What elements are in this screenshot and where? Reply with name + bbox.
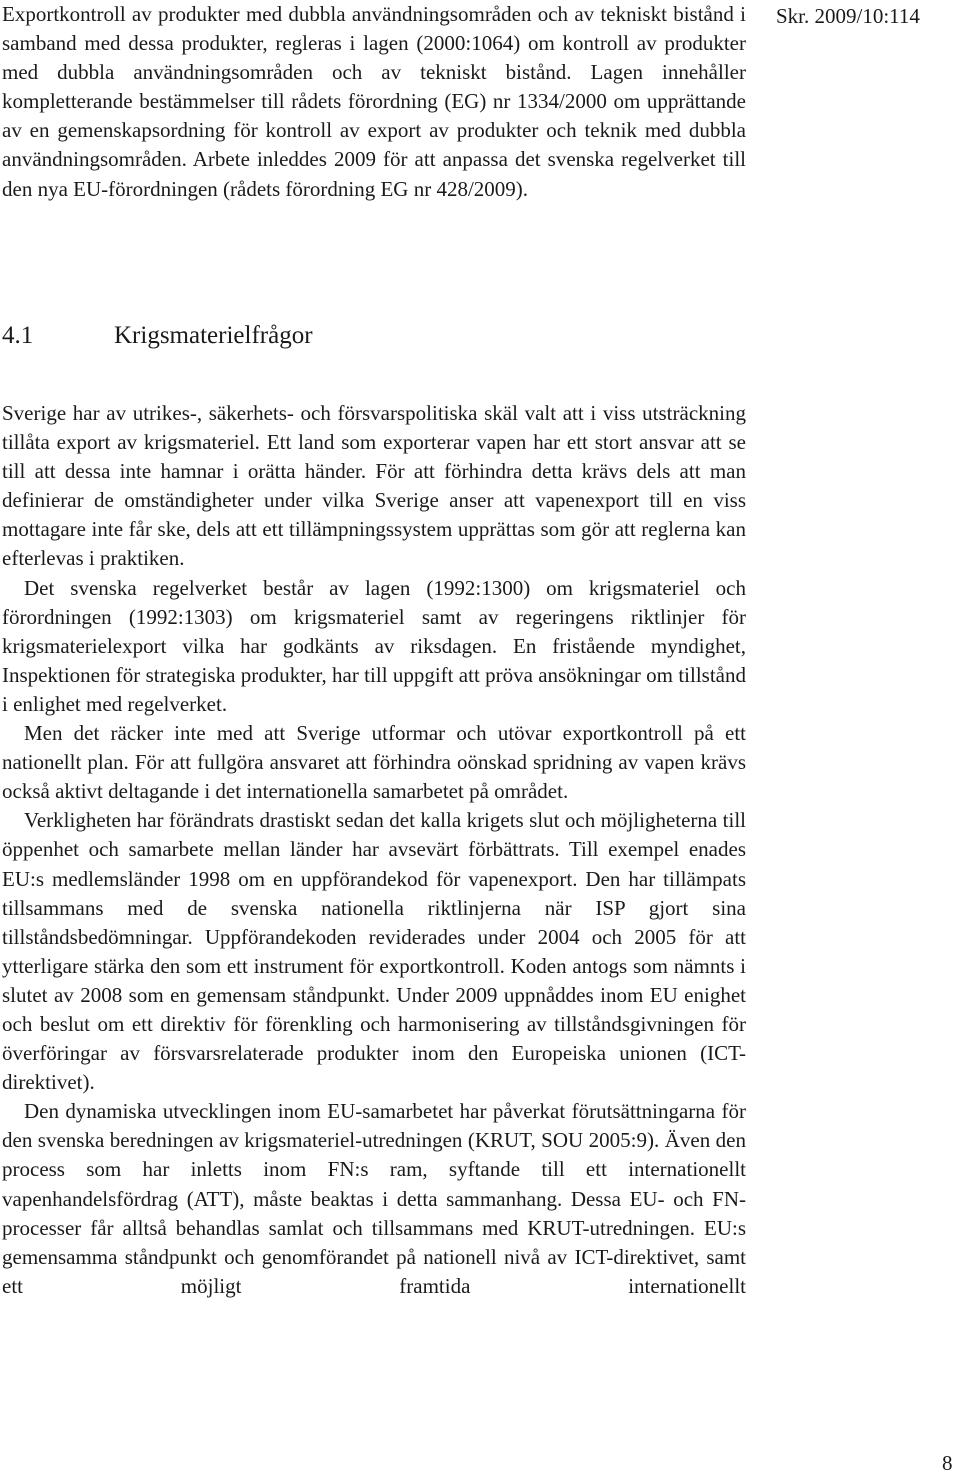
- body-paragraph-3: Men det räcker inte med att Sverige utformar och utövar exportkontroll på ett nationellt plan. För att fullgöra ansvaret att förhindra oönskad spridning av vapen krävs också aktivt deltagande i det internationella samarbetet på området.: [2, 721, 746, 804]
- intro-section: [2, 0, 746, 204]
- page-number: 8: [942, 1451, 953, 1475]
- section-body: [2, 399, 746, 1301]
- body-paragraph-2: Det svenska regelverket består av lagen (1992:1300) om krigsmateriel och förordningen (1992:1303) om krigsmateriel samt av regeringens riktlinjer för krigsmaterielexport vilka har godkänts av riksdagen. En fristående myndighet, Inspektionen för strategiska produkter, har till uppgift att pröva ansökningar om tillstånd i enlighet med regelverket.: [2, 575, 746, 716]
- section-heading: [2, 320, 746, 352]
- section-number: 4.1: [2, 322, 34, 349]
- body-paragraph-5: Den dynamiska utvecklingen inom EU-samarbetet har påverkat förutsättningarna för den svenska beredningen av krigsmateriel-utredningen (KRUT, SOU 2005:9). Även den process som har inletts inom FN:s ram, syftande till ett internationellt vapenhandelsfördrag (ATT), måste beaktas i detta sammanhang. Dessa EU- och FN-processer får alltså behandlas samlat och tillsammans med KRUT-utredningen. EU:s gemensamma ståndpunkt och genomförandet på nationell nivå av ICT-direktivet, samt ett möjligt framtida internationellt: [2, 1099, 746, 1298]
- section-title: Krigsmaterielfrågor: [114, 322, 313, 349]
- intro-paragraph: Exportkontroll av produkter med dubbla användningsområden och av tekniskt bistånd i samband med dessa produkter, regleras i lagen (2000:1064) om kontroll av produkter med dubbla användningsområden och av tekniskt bistånd. Lagen innehåller kompletterande bestämmelser till rådets förordning (EG) nr 1334/2000 om upprättande av en gemenskapsordning för kontroll av export av produkter och teknik med dubbla användningsområden. Arbete inleddes 2009 för att anpassa det svenska regelverket till den nya EU-förordningen (rådets förordning EG nr 428/2009).: [2, 2, 746, 201]
- document-reference: Skr. 2009/10:114: [776, 4, 920, 28]
- body-paragraph-1: Sverige har av utrikes-, säkerhets- och försvarspolitiska skäl valt att i viss utsträckning tillåta export av krigsmateriel. Ett land som exporterar vapen har ett stort ansvar att se till att dessa inte hamnar i orätta händer. För att förhindra detta krävs dels att man definierar de omständigheter under vilka Sverige anser att vapenexport till en viss mottagare inte får ske, dels att ett tillämpningssystem upprättas som gör att reglerna kan efterlevas i praktiken.: [2, 401, 746, 571]
- body-paragraph-4: Verkligheten har förändrats drastiskt sedan det kalla krigets slut och möjligheterna till öppenhet och samarbete mellan länder har avsevärt förbättrats. Till exempel enades EU:s medlemsländer 1998 om en uppförandekod för vapenexport. Den har tillämpats tillsammans med de svenska nationella riktlinjerna när ISP gjort sina tillståndsbedömningar. Uppförandekoden reviderades under 2004 och 2005 för att ytterligare stärka den som ett instrument för exportkontroll. Koden antogs som nämnts i slutet av 2008 som en gemensam ståndpunkt. Under 2009 uppnåddes inom EU enighet och beslut om ett direktiv för förenkling och harmonisering av tillståndsgivningen för överföringar av försvarsrelaterade produkter inom den Europeiska unionen (ICT-direktivet).: [2, 808, 746, 1095]
